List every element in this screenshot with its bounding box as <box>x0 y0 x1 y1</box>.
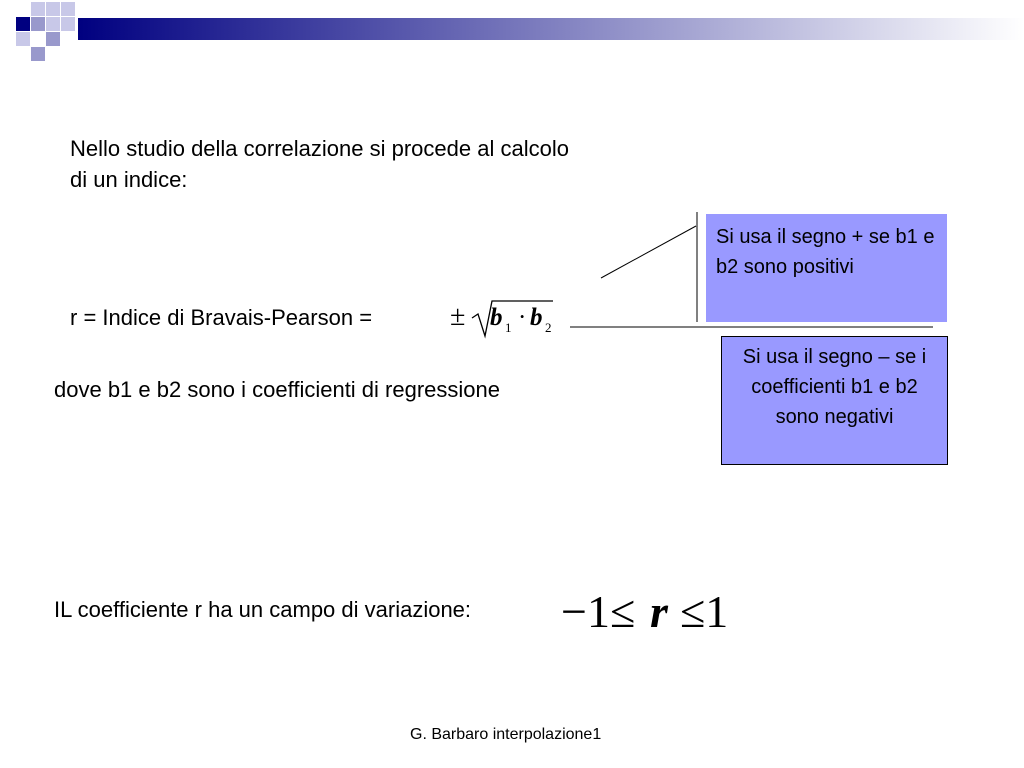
range-right: ≤1 <box>680 586 729 637</box>
intro-text: Nello studio della correlazione si procede al calcolo di un indice: <box>70 136 569 192</box>
formula-sub1: 1 <box>505 320 512 335</box>
formula-b1: b <box>490 304 503 331</box>
range-left: −1≤ <box>561 586 636 637</box>
negative-sign-callout: Si usa il segno – se i coefficienti b1 e b2 sono negativi <box>721 336 948 465</box>
where-text: dove b1 e b2 sono i coefficienti di regressione <box>54 377 500 402</box>
formula-b2: b <box>530 304 543 331</box>
plus-minus-sign: ± <box>450 301 466 332</box>
formula-label: r = Indice di Bravais-Pearson = <box>70 305 373 330</box>
footer: G. Barbaro interpolazione1 <box>410 726 602 743</box>
range-label: IL coefficiente r ha un campo di variazione: <box>54 597 472 622</box>
positive-sign-callout: Si usa il segno + se b1 e b2 sono positivi <box>706 214 947 322</box>
range-variable: r <box>650 586 668 637</box>
formula-dot: · <box>518 304 527 331</box>
formula-sub2: 2 <box>545 320 552 335</box>
